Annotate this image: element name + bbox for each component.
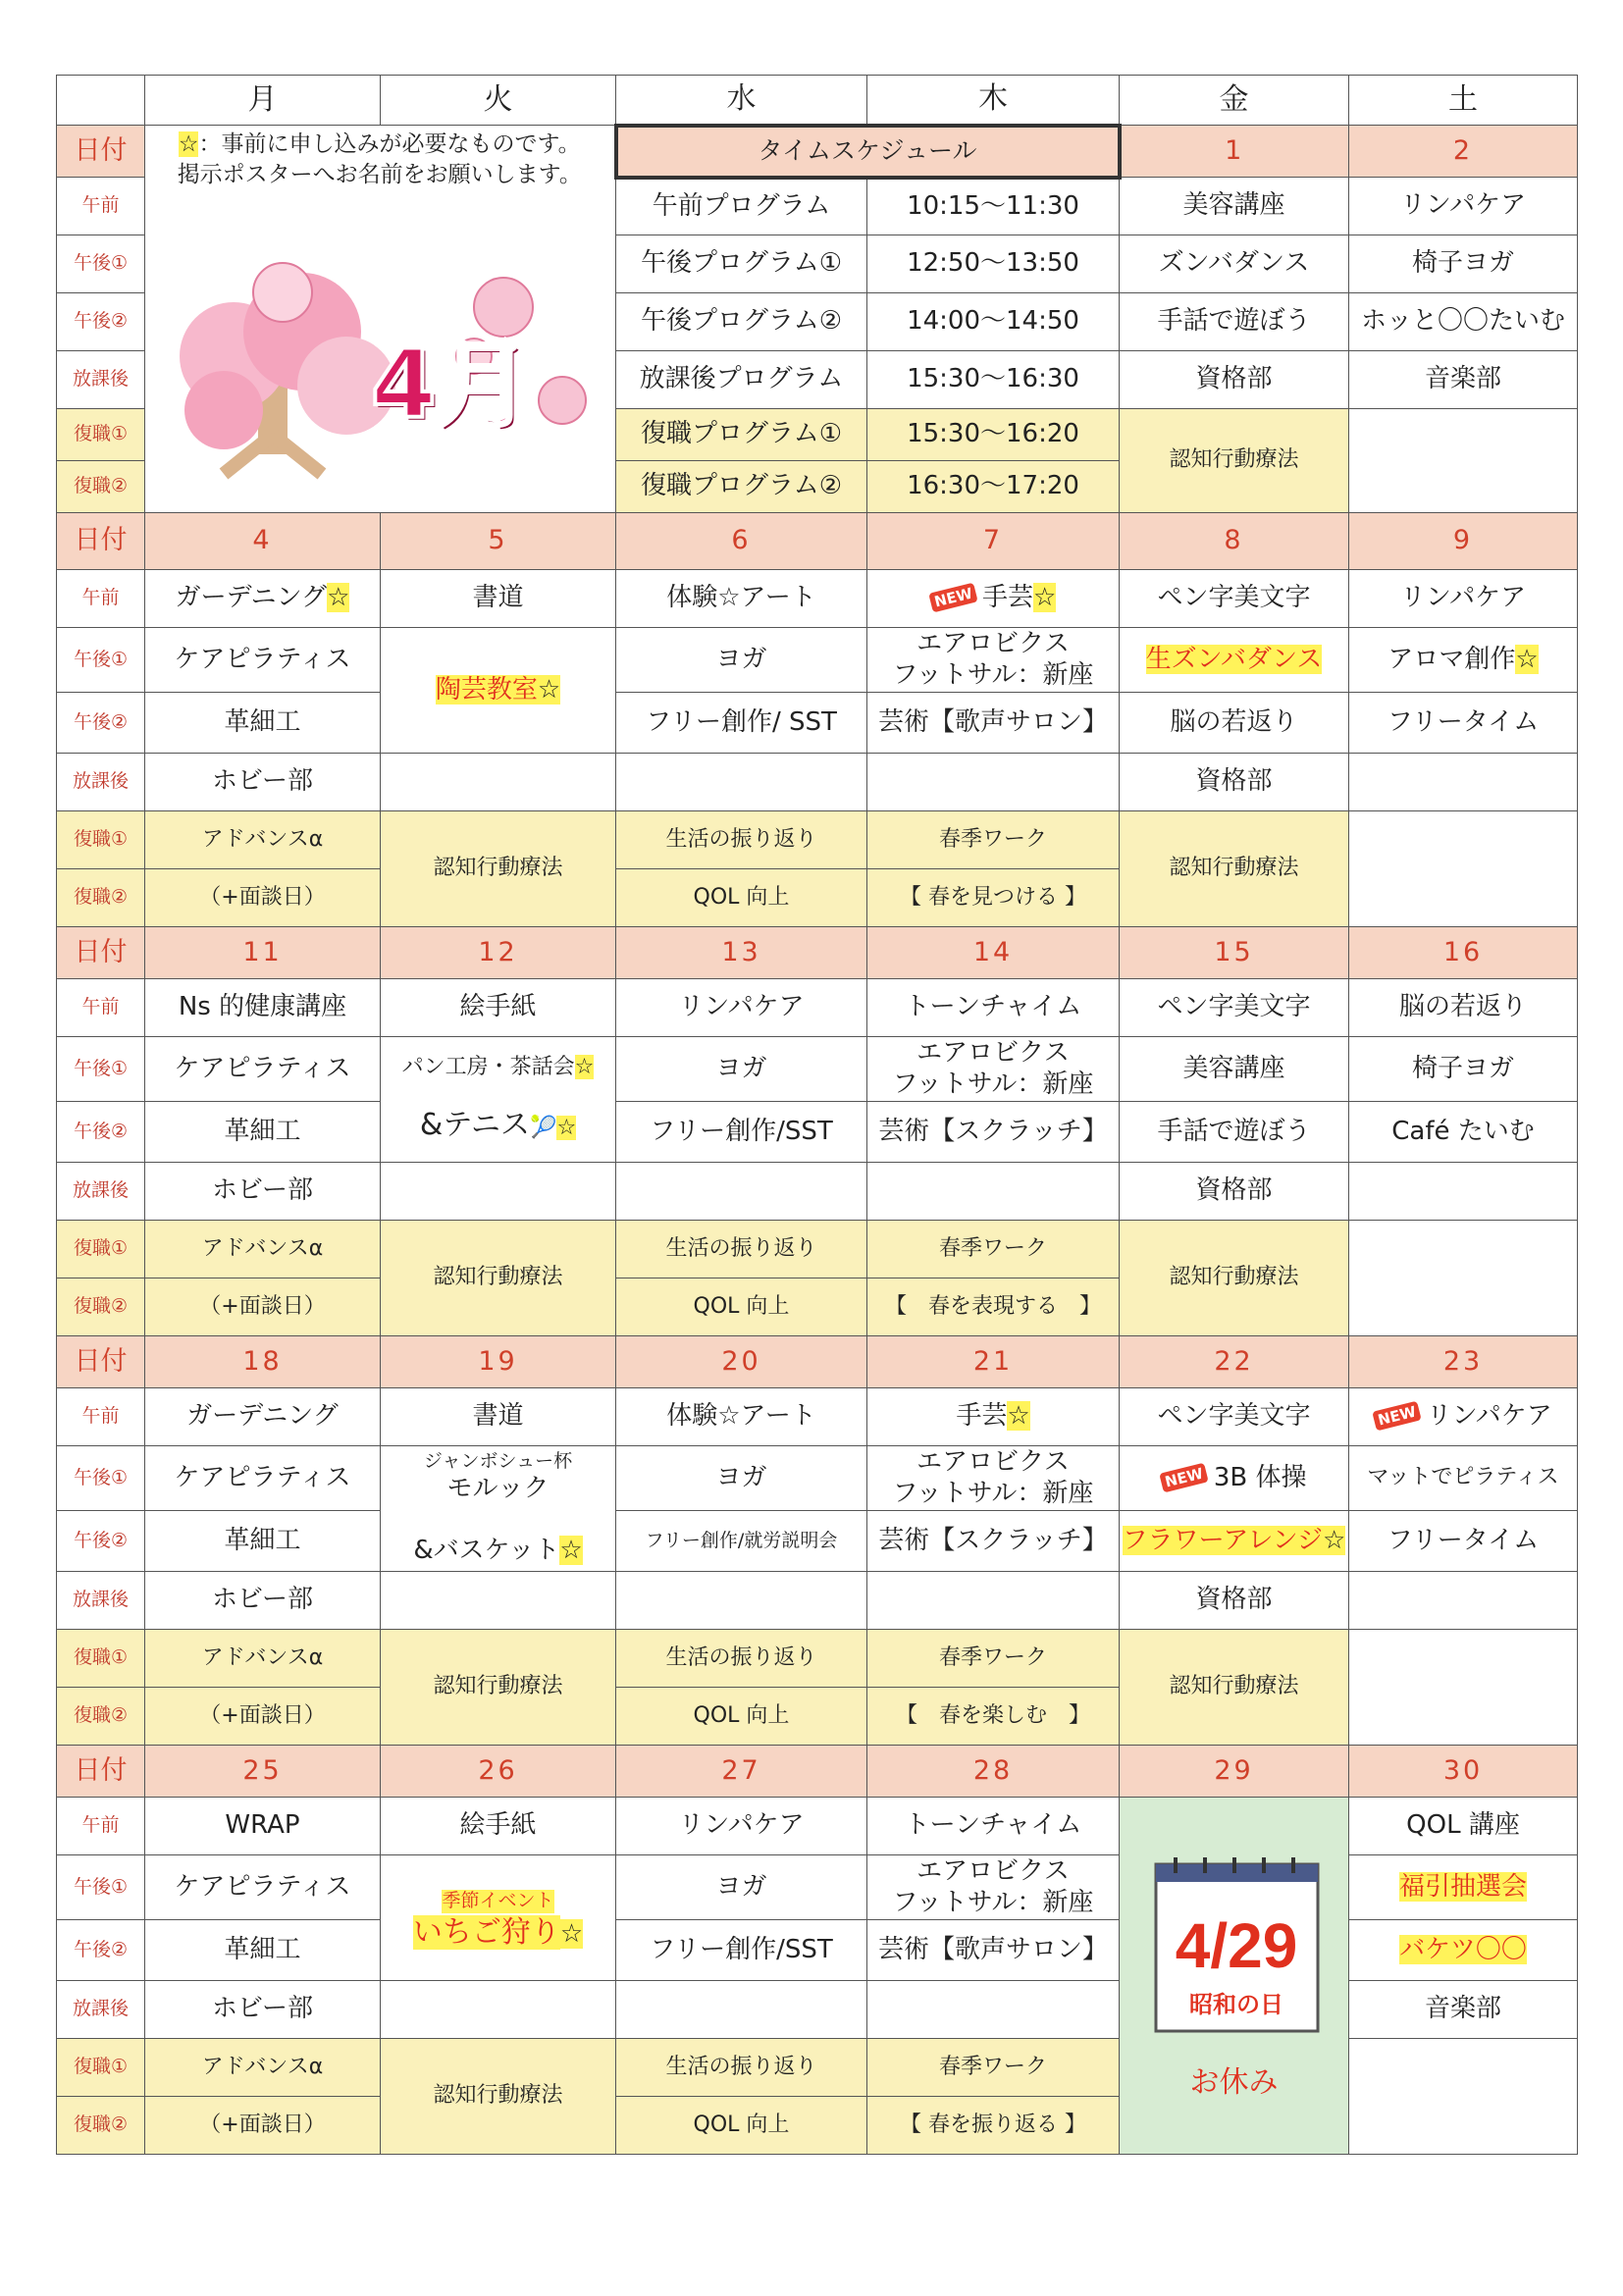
label-r1: 復職①: [57, 2039, 145, 2097]
label-after: 放課後: [57, 754, 145, 811]
week4-pm2-row: [57, 1920, 1578, 1981]
w3-fri-date: 22: [1120, 1336, 1349, 1388]
w0-sat-am: リンパケア: [1349, 178, 1578, 235]
week4-pm1-row: [57, 1855, 1578, 1920]
w4-wed-r2: QOL 向上: [616, 2097, 867, 2155]
week4-after-row: [57, 1981, 1578, 2039]
w1-fri-date: 8: [1120, 513, 1349, 570]
w0-fri-pm1: ズンバダンス: [1120, 235, 1349, 293]
w1-tue-pm1-text: 陶芸教室: [435, 674, 538, 704]
w1-tue-pm1: [381, 628, 616, 754]
w4-thu-pm1: [867, 1855, 1120, 1920]
w3-sat-am: [1349, 1388, 1578, 1446]
w1-wed-after: [616, 754, 867, 811]
w4-wed-pm1: ヨガ: [616, 1855, 867, 1920]
w1-fri-pm2: 脳の若返り: [1120, 693, 1349, 754]
w1-mon-pm2: 革細工: [145, 693, 381, 754]
w3-sat-r: [1349, 1630, 1578, 1746]
label-pm1: 午後①: [57, 235, 145, 293]
week2-pm2-row: [57, 1102, 1578, 1163]
label-r1: 復職①: [57, 409, 145, 461]
w3-tue-pm1-a: モルック: [446, 1473, 550, 1503]
w1-thu-am: [867, 570, 1120, 628]
label-pm1: 午後①: [57, 628, 145, 693]
month-notes: [145, 126, 616, 513]
w3-thu-pm2: 芸術【スクラッチ】: [867, 1511, 1120, 1572]
week3-after-row: [57, 1572, 1578, 1630]
holiday-rest-label: お休み: [1189, 2065, 1279, 2101]
w4-fri-holiday: [1120, 1798, 1349, 2155]
w3-wed-r2: QOL 向上: [616, 1688, 867, 1746]
w3-sat-date: 23: [1349, 1336, 1578, 1388]
w0-sat-pm2: ホッと〇〇たいむ: [1349, 293, 1578, 351]
w1-tue-date: 5: [381, 513, 616, 570]
w3-mon-r2: （+面談日）: [145, 1688, 381, 1746]
week2-date-row: [57, 927, 1578, 979]
header-tue: 火: [381, 76, 616, 126]
w2-wed-after: [616, 1163, 867, 1221]
w4-wed-am: リンパケア: [616, 1798, 867, 1855]
star-icon: ☆: [178, 131, 199, 157]
sched-time-0: 10:15～11:30: [867, 178, 1120, 235]
w4-sat-date: 30: [1349, 1746, 1578, 1798]
label-r1: 復職①: [57, 1630, 145, 1688]
w2-mon-r2: （+面談日）: [145, 1278, 381, 1336]
w3-thu-pm1-b: フットサル：新座: [892, 1478, 1094, 1508]
w1-sat-after: [1349, 754, 1578, 811]
w3-wed-r1: 生活の振り返り: [616, 1630, 867, 1688]
w3-tue-after: [381, 1572, 616, 1630]
label-after: 放課後: [57, 351, 145, 409]
w1-mon-date: 4: [145, 513, 381, 570]
w3-sat-after: [1349, 1572, 1578, 1630]
new-badge-icon: NEW: [928, 583, 978, 613]
w3-thu-am-text: 手芸: [956, 1401, 1008, 1432]
label-am: 午前: [57, 1388, 145, 1446]
label-date: 日付: [57, 927, 145, 979]
label-pm2: 午後②: [57, 1102, 145, 1163]
w2-wed-r2: QOL 向上: [616, 1278, 867, 1336]
w2-sat-date: 16: [1349, 927, 1578, 979]
w1-fri-r: 認知行動療法: [1120, 811, 1349, 927]
w3-thu-r2: 【 春を楽しむ 】: [867, 1688, 1120, 1746]
w1-tue-am: 書道: [381, 570, 616, 628]
w2-fri-pm1: 美容講座: [1120, 1037, 1349, 1102]
w2-sat-am: 脳の若返り: [1349, 979, 1578, 1037]
w4-mon-r1: アドバンスα: [145, 2039, 381, 2097]
w3-mon-r1: アドバンスα: [145, 1630, 381, 1688]
w4-thu-r1: 春季ワーク: [867, 2039, 1120, 2097]
w4-mon-pm1: ケアピラティス: [145, 1855, 381, 1920]
w2-fri-after: 資格部: [1120, 1163, 1349, 1221]
w3-thu-pm1-a: エアロビクス: [916, 1446, 1070, 1477]
w2-fri-r: 認知行動療法: [1120, 1221, 1349, 1336]
star-icon: ☆: [537, 674, 561, 704]
w4-tue-pm1-text: いちご狩り: [412, 1915, 560, 1951]
w1-fri-pm1: [1120, 628, 1349, 693]
w2-fri-pm2: 手話で遊ぼう: [1120, 1102, 1349, 1163]
w4-thu-pm1-a: エアロビクス: [916, 1855, 1070, 1886]
w0-sat-date: 2: [1349, 126, 1578, 178]
header-sat: 土: [1349, 76, 1578, 126]
w2-sat-after: [1349, 1163, 1578, 1221]
label-after: 放課後: [57, 1572, 145, 1630]
w1-sat-date: 9: [1349, 513, 1578, 570]
w3-wed-am: 体験☆アート: [616, 1388, 867, 1446]
w3-mon-am: ガーデニング: [145, 1388, 381, 1446]
header-wed: 水: [616, 76, 867, 126]
label-r2: 復職②: [57, 2097, 145, 2155]
w4-tue-r: 認知行動療法: [381, 2039, 616, 2155]
w3-fri-pm1-text: 3B 体操: [1213, 1462, 1307, 1492]
w1-thu-after: [867, 754, 1120, 811]
w1-thu-pm1-a: エアロビクス: [916, 628, 1070, 658]
w3-fri-pm1: [1120, 1446, 1349, 1511]
w2-wed-am: リンパケア: [616, 979, 867, 1037]
w2-fri-am: ペン字美文字: [1120, 979, 1349, 1037]
label-date: 日付: [57, 1336, 145, 1388]
w2-sat-r: [1349, 1221, 1578, 1336]
label-r2: 復職②: [57, 461, 145, 513]
notes-line-2: 掲示ポスターへお名前をお願いします。: [177, 162, 582, 188]
w3-mon-date: 18: [145, 1336, 381, 1388]
w0-fri-pm2: 手話で遊ぼう: [1120, 293, 1349, 351]
star-icon: ☆: [1033, 583, 1057, 613]
w2-mon-am: Ns 的健康講座: [145, 979, 381, 1037]
sched-time-5: 16:30～17:20: [867, 461, 1120, 513]
w3-fri-am: ペン字美文字: [1120, 1388, 1349, 1446]
w3-tue-date: 19: [381, 1336, 616, 1388]
w4-sat-pm2: [1349, 1920, 1578, 1981]
w3-tue-am: 書道: [381, 1388, 616, 1446]
w4-sat-am: QOL 講座: [1349, 1798, 1578, 1855]
w4-tue-pm1: [381, 1855, 616, 1981]
w4-tue-after: [381, 1981, 616, 2039]
w1-fri-pm1-text: 生ズンバダンス: [1145, 644, 1323, 674]
w2-sat-pm2: Café たいむ: [1349, 1102, 1578, 1163]
w2-mon-after: ホビー部: [145, 1163, 381, 1221]
w2-tue-pm1: [381, 1037, 616, 1163]
w3-sat-pm1: マットでピラティス: [1349, 1446, 1578, 1511]
label-am: 午前: [57, 979, 145, 1037]
sched-time-3: 15:30～16:30: [867, 351, 1120, 409]
week4-date-row: [57, 1746, 1578, 1798]
w4-mon-am: WRAP: [145, 1798, 381, 1855]
w4-mon-r2: （+面談日）: [145, 2097, 381, 2155]
w1-mon-am: [145, 570, 381, 628]
w3-thu-after: [867, 1572, 1120, 1630]
notes-line-1: ：事前に申し込みが必要なものです。: [198, 131, 581, 157]
w2-wed-date: 13: [616, 927, 867, 979]
monthly-calendar: [56, 75, 1578, 2155]
w4-wed-pm2: フリー創作/SST: [616, 1920, 867, 1981]
w2-mon-date: 11: [145, 927, 381, 979]
week1-after-row: [57, 754, 1578, 811]
w4-wed-date: 27: [616, 1746, 867, 1798]
w0-fri-am: 美容講座: [1120, 178, 1349, 235]
w1-tue-r: 認知行動療法: [381, 811, 616, 927]
holiday-name-text: 昭和の日: [1188, 1992, 1283, 2019]
label-date: 日付: [57, 126, 145, 178]
w2-tue-after: [381, 1163, 616, 1221]
label-after: 放課後: [57, 1981, 145, 2039]
w2-sat-pm1: 椅子ヨガ: [1349, 1037, 1578, 1102]
w2-thu-after: [867, 1163, 1120, 1221]
w2-thu-r2: 【 春を表現する 】: [867, 1278, 1120, 1336]
w4-sat-pm2-text: バケツ〇〇: [1399, 1934, 1527, 1964]
w1-wed-r2: QOL 向上: [616, 869, 867, 927]
w3-wed-after: [616, 1572, 867, 1630]
w2-wed-r1: 生活の振り返り: [616, 1221, 867, 1278]
w2-thu-pm1-b: フットサル：新座: [892, 1069, 1094, 1099]
label-pm2: 午後②: [57, 693, 145, 754]
label-pm1: 午後①: [57, 1037, 145, 1102]
w2-tue-am: 絵手紙: [381, 979, 616, 1037]
calendar-page-icon: [1136, 1850, 1333, 2046]
label-am: 午前: [57, 178, 145, 235]
w1-tue-after: [381, 754, 616, 811]
star-icon: ☆: [327, 583, 350, 613]
label-pm2: 午後②: [57, 293, 145, 351]
w2-thu-r1: 春季ワーク: [867, 1221, 1120, 1278]
label-date: 日付: [57, 513, 145, 570]
w4-tue-date: 26: [381, 1746, 616, 1798]
label-r1: 復職①: [57, 1221, 145, 1278]
w4-tue-am: 絵手紙: [381, 1798, 616, 1855]
w0-fri-date: 1: [1120, 126, 1349, 178]
sched-name-4: 復職プログラム①: [616, 409, 867, 461]
week1-am-row: [57, 570, 1578, 628]
w1-wed-r1: 生活の振り返り: [616, 811, 867, 869]
w2-fri-date: 15: [1120, 927, 1349, 979]
w3-mon-after: ホビー部: [145, 1572, 381, 1630]
w3-thu-r1: 春季ワーク: [867, 1630, 1120, 1688]
w4-thu-r2: 【 春を振り返る 】: [867, 2097, 1120, 2155]
w1-thu-pm2: 芸術【歌声サロン】: [867, 693, 1120, 754]
w4-tue-pm1-small: 季節イベント: [442, 1890, 554, 1912]
w4-sat-pm1: [1349, 1855, 1578, 1920]
w4-mon-date: 25: [145, 1746, 381, 1798]
week1-pm2-row: [57, 693, 1578, 754]
w2-thu-am: トーンチャイム: [867, 979, 1120, 1037]
label-pm2: 午後②: [57, 1920, 145, 1981]
w4-thu-date: 28: [867, 1746, 1120, 1798]
w3-wed-pm1: ヨガ: [616, 1446, 867, 1511]
w2-tue-date: 12: [381, 927, 616, 979]
week3-date-row: [57, 1336, 1578, 1388]
w1-thu-r1: 春季ワーク: [867, 811, 1120, 869]
star-icon: ☆: [1007, 1401, 1030, 1432]
w3-wed-pm2: フリー創作/就労説明会: [616, 1511, 867, 1572]
w1-thu-r2: 【 春を見つける 】: [867, 869, 1120, 927]
label-date: 日付: [57, 1746, 145, 1798]
w4-sat-r: [1349, 2039, 1578, 2155]
w3-tue-pm1-small: ジャンボシュー杯: [423, 1450, 573, 1473]
label-after: 放課後: [57, 1163, 145, 1221]
label-pm2: 午後②: [57, 1511, 145, 1572]
holiday-date-text: 4/29: [1175, 1910, 1297, 1982]
label-am: 午前: [57, 570, 145, 628]
w3-thu-date: 21: [867, 1336, 1120, 1388]
w4-mon-after: ホビー部: [145, 1981, 381, 2039]
w3-fri-pm2: [1120, 1511, 1349, 1572]
week2-pm1-row: [57, 1037, 1578, 1102]
w2-mon-pm2: 革細工: [145, 1102, 381, 1163]
header-blank: [57, 76, 145, 126]
w1-fri-after: 資格部: [1120, 754, 1349, 811]
w3-thu-pm1: [867, 1446, 1120, 1511]
w1-thu-pm1: [867, 628, 1120, 693]
new-badge-icon: NEW: [1160, 1463, 1210, 1493]
w1-thu-pm1-b: フットサル：新座: [892, 659, 1094, 690]
w2-thu-date: 14: [867, 927, 1120, 979]
w1-thu-am-text: 手芸: [982, 583, 1034, 613]
sched-time-2: 14:00～14:50: [867, 293, 1120, 351]
sched-name-2: 午後プログラム②: [616, 293, 867, 351]
star-icon: ☆: [556, 1116, 577, 1141]
tennis-racket-icon: 🎾: [530, 1116, 557, 1141]
w4-thu-pm2: 芸術【歌声サロン】: [867, 1920, 1120, 1981]
label-r2: 復職②: [57, 1688, 145, 1746]
w4-thu-am: トーンチャイム: [867, 1798, 1120, 1855]
w1-sat-r: [1349, 811, 1578, 927]
new-badge-icon: NEW: [1372, 1401, 1422, 1432]
w1-fri-am: ペン字美文字: [1120, 570, 1349, 628]
w4-mon-pm2: 革細工: [145, 1920, 381, 1981]
w1-sat-pm2: フリータイム: [1349, 693, 1578, 754]
week2-r1-row: [57, 1221, 1578, 1278]
w0-fri-r: 認知行動療法: [1120, 409, 1349, 513]
w0-sat-r: [1349, 409, 1578, 513]
w1-mon-after: ホビー部: [145, 754, 381, 811]
label-pm1: 午後①: [57, 1446, 145, 1511]
w2-mon-pm1: ケアピラティス: [145, 1037, 381, 1102]
header-mon: 月: [145, 76, 381, 126]
w1-sat-pm1-text: アロマ創作: [1387, 644, 1516, 674]
week2-am-row: [57, 979, 1578, 1037]
w4-thu-after: [867, 1981, 1120, 2039]
week3-pm1-row: [57, 1446, 1578, 1511]
w1-wed-date: 6: [616, 513, 867, 570]
w3-fri-r: 認知行動療法: [1120, 1630, 1349, 1746]
month-title: 4月: [371, 330, 531, 440]
w1-sat-am: リンパケア: [1349, 570, 1578, 628]
w3-fri-pm2-text: フラワーアレンジ: [1122, 1525, 1324, 1555]
w4-wed-after: [616, 1981, 867, 2039]
w4-sat-pm1-text: 福引抽選会: [1398, 1871, 1527, 1902]
week3-r1-row: [57, 1630, 1578, 1688]
w2-tue-pm1-b: &テニス: [419, 1108, 531, 1143]
w1-wed-am: 体験☆アート: [616, 570, 867, 628]
w3-thu-am: [867, 1388, 1120, 1446]
w3-mon-pm1: ケアピラティス: [145, 1446, 381, 1511]
w2-thu-pm1-a: エアロビクス: [916, 1037, 1070, 1068]
star-icon: ☆: [559, 1535, 583, 1565]
week1-pm1-row: [57, 628, 1578, 693]
sched-name-1: 午後プログラム①: [616, 235, 867, 293]
week1-r1-row: [57, 811, 1578, 869]
w3-tue-pm1: [381, 1446, 616, 1572]
w3-mon-pm2: 革細工: [145, 1511, 381, 1572]
sched-name-5: 復職プログラム②: [616, 461, 867, 513]
star-icon: ☆: [559, 1919, 584, 1950]
w1-mon-r1: アドバンスα: [145, 811, 381, 869]
sched-name-3: 放課後プログラム: [616, 351, 867, 409]
sched-time-1: 12:50～13:50: [867, 235, 1120, 293]
w4-wed-r1: 生活の振り返り: [616, 2039, 867, 2097]
w1-thu-date: 7: [867, 513, 1120, 570]
star-icon: ☆: [574, 1055, 595, 1080]
week0-date-row: [57, 126, 1578, 178]
w1-mon-pm1: ケアピラティス: [145, 628, 381, 693]
w1-mon-am-text: ガーデニング: [175, 583, 328, 613]
label-pm1: 午後①: [57, 1855, 145, 1920]
w2-thu-pm2: 芸術【スクラッチ】: [867, 1102, 1120, 1163]
w3-sat-pm2: フリータイム: [1349, 1511, 1578, 1572]
sched-name-0: 午前プログラム: [616, 178, 867, 235]
w3-wed-date: 20: [616, 1336, 867, 1388]
w0-fri-after: 資格部: [1120, 351, 1349, 409]
week3-pm2-row: [57, 1511, 1578, 1572]
w2-wed-pm1: ヨガ: [616, 1037, 867, 1102]
w4-sat-after: 音楽部: [1349, 1981, 1578, 2039]
notes-text: [147, 130, 612, 190]
w0-sat-pm1: 椅子ヨガ: [1349, 235, 1578, 293]
week1-date-row: [57, 513, 1578, 570]
w3-tue-r: 認知行動療法: [381, 1630, 616, 1746]
label-r2: 復職②: [57, 869, 145, 927]
w1-wed-pm1: ヨガ: [616, 628, 867, 693]
header-row: [57, 76, 1578, 126]
star-icon: ☆: [1515, 644, 1539, 674]
label-r1: 復職①: [57, 811, 145, 869]
header-thu: 木: [867, 76, 1120, 126]
week4-am-row: [57, 1798, 1578, 1855]
sched-time-4: 15:30～16:20: [867, 409, 1120, 461]
week3-am-row: [57, 1388, 1578, 1446]
w0-sat-after: 音楽部: [1349, 351, 1578, 409]
w4-thu-pm1-b: フットサル：新座: [892, 1887, 1094, 1917]
w3-fri-after: 資格部: [1120, 1572, 1349, 1630]
w2-thu-pm1: [867, 1037, 1120, 1102]
label-am: 午前: [57, 1798, 145, 1855]
schedule-title: タイムスケジュール: [616, 126, 1120, 178]
w4-fri-date: 29: [1120, 1746, 1349, 1798]
header-fri: 金: [1120, 76, 1349, 126]
w3-sat-am-text: リンパケア: [1426, 1401, 1552, 1432]
w2-tue-r: 認知行動療法: [381, 1221, 616, 1336]
week2-after-row: [57, 1163, 1578, 1221]
w2-wed-pm2: フリー創作/SST: [616, 1102, 867, 1163]
w1-wed-pm2: フリー創作/ SST: [616, 693, 867, 754]
w1-sat-pm1: [1349, 628, 1578, 693]
w1-mon-r2: （+面談日）: [145, 869, 381, 927]
week4-r1-row: [57, 2039, 1578, 2097]
label-r2: 復職②: [57, 1278, 145, 1336]
star-icon: ☆: [1323, 1525, 1346, 1555]
w3-tue-pm1-b: &バスケット: [413, 1535, 560, 1565]
w2-tue-pm1-a: パン工房・茶話会: [401, 1055, 575, 1080]
w2-mon-r1: アドバンスα: [145, 1221, 381, 1278]
